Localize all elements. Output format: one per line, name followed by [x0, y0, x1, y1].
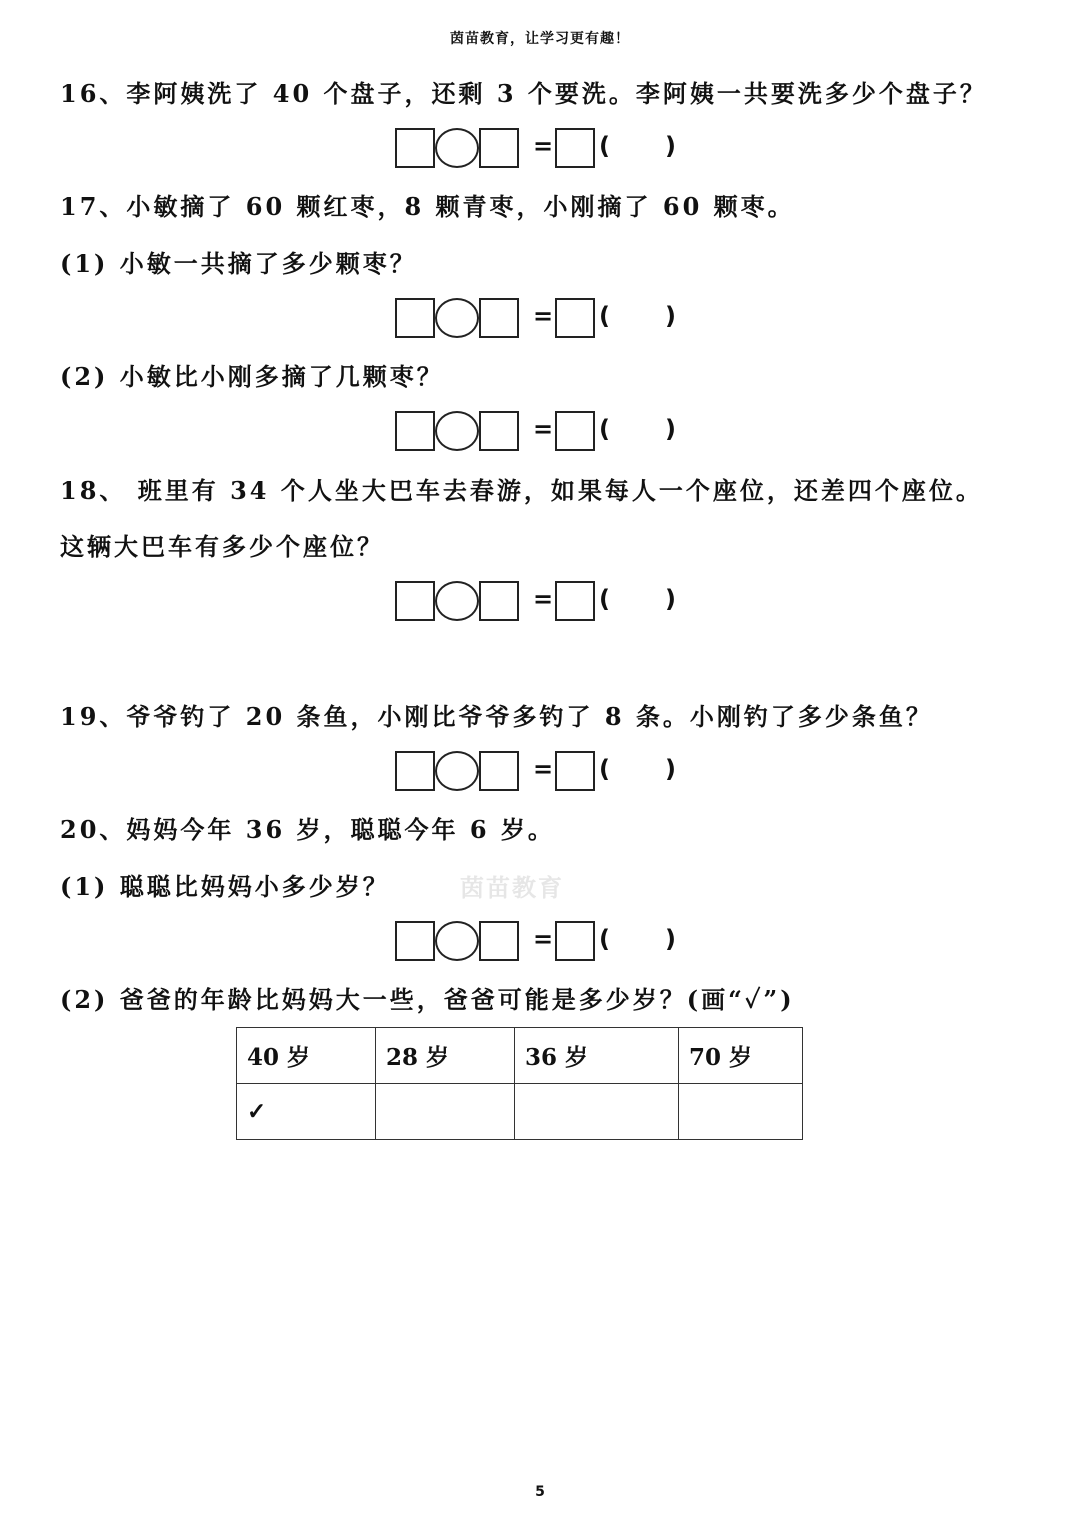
question-20-sub2: (2) 爸爸的年龄比妈妈大一些，爸爸可能是多少岁？(画“✓”) — [60, 985, 795, 1014]
operand-box-2[interactable] — [479, 298, 519, 338]
age-option-2: 28 岁 — [376, 1028, 515, 1084]
result-box[interactable] — [555, 128, 595, 168]
answer-equation-17-2 — [395, 410, 695, 452]
operand-box-2[interactable] — [479, 921, 519, 961]
operator-circle[interactable] — [435, 411, 479, 451]
result-box[interactable] — [555, 921, 595, 961]
unit-paren-right: ) — [665, 302, 676, 330]
unit-paren-left: ( — [599, 585, 610, 613]
equals-sign: = — [533, 925, 554, 953]
question-19-text: 19、爷爷钓了 20 条鱼，小刚比爷爷多钓了 8 条。小刚钓了多少条鱼？ — [60, 702, 933, 731]
equals-sign: = — [533, 585, 554, 613]
age-choice-table — [236, 1027, 803, 1140]
age-option-3: 36 岁 — [515, 1028, 679, 1084]
table-mark-row — [237, 1084, 803, 1140]
page-number: 5 — [535, 1484, 545, 1500]
age-option-4: 70 岁 — [679, 1028, 803, 1084]
question-16-text: 16、李阿姨洗了 40 个盘子，还剩 3 个要洗。李阿姨一共要洗多少个盘子？ — [60, 79, 987, 108]
unit-paren-left: ( — [599, 755, 610, 783]
operand-box-2[interactable] — [479, 128, 519, 168]
operator-circle[interactable] — [435, 921, 479, 961]
equals-sign: = — [533, 302, 554, 330]
operand-box-1[interactable] — [395, 411, 435, 451]
operand-box-1[interactable] — [395, 751, 435, 791]
operand-box-1[interactable] — [395, 921, 435, 961]
answer-equation-19 — [395, 750, 695, 792]
answer-equation-16 — [395, 127, 695, 169]
question-20-text: 20、妈妈今年 36 岁，聪聪今年 6 岁。 — [60, 815, 555, 844]
unit-paren-right: ) — [665, 132, 676, 160]
operand-box-1[interactable] — [395, 128, 435, 168]
question-20-sub1: (1) 聪聪比妈妈小多少岁？ — [60, 872, 390, 901]
question-18-line2: 这辆大巴车有多少个座位？ — [60, 532, 384, 561]
check-cell-1[interactable]: ✓ — [237, 1084, 376, 1140]
equals-sign: = — [533, 415, 554, 443]
operator-circle[interactable] — [435, 751, 479, 791]
operator-circle[interactable] — [435, 581, 479, 621]
watermark: 茵苗教育 — [460, 873, 564, 902]
answer-equation-18 — [395, 580, 695, 622]
question-18-line1: 18、 班里有 34 个人坐大巴车去春游，如果每人一个座位，还差四个座位。 — [60, 476, 983, 505]
check-cell-4[interactable] — [679, 1084, 803, 1140]
unit-paren-right: ) — [665, 585, 676, 613]
operator-circle[interactable] — [435, 298, 479, 338]
unit-paren-right: ) — [665, 755, 676, 783]
result-box[interactable] — [555, 751, 595, 791]
unit-paren-left: ( — [599, 925, 610, 953]
operand-box-1[interactable] — [395, 581, 435, 621]
check-cell-3[interactable] — [515, 1084, 679, 1140]
unit-paren-left: ( — [599, 302, 610, 330]
table-header-row — [237, 1028, 803, 1084]
equals-sign: = — [533, 755, 554, 783]
operand-box-2[interactable] — [479, 411, 519, 451]
operand-box-2[interactable] — [479, 581, 519, 621]
result-box[interactable] — [555, 411, 595, 451]
unit-paren-left: ( — [599, 415, 610, 443]
unit-paren-left: ( — [599, 132, 610, 160]
answer-equation-17-1 — [395, 297, 695, 339]
age-option-1: 40 岁 — [237, 1028, 376, 1084]
result-box[interactable] — [555, 298, 595, 338]
check-cell-2[interactable] — [376, 1084, 515, 1140]
page-header-slogan: 茵苗教育，让学习更有趣！ — [450, 31, 630, 47]
unit-paren-right: ) — [665, 415, 676, 443]
question-17-sub2: (2) 小敏比小刚多摘了几颗枣？ — [60, 362, 444, 391]
answer-equation-20-1 — [395, 920, 695, 962]
operand-box-2[interactable] — [479, 751, 519, 791]
operator-circle[interactable] — [435, 128, 479, 168]
equals-sign: = — [533, 132, 554, 160]
unit-paren-right: ) — [665, 925, 676, 953]
result-box[interactable] — [555, 581, 595, 621]
operand-box-1[interactable] — [395, 298, 435, 338]
question-17-text: 17、小敏摘了 60 颗红枣，8 颗青枣，小刚摘了 60 颗枣。 — [60, 192, 795, 221]
question-17-sub1: (1) 小敏一共摘了多少颗枣？ — [60, 249, 417, 278]
